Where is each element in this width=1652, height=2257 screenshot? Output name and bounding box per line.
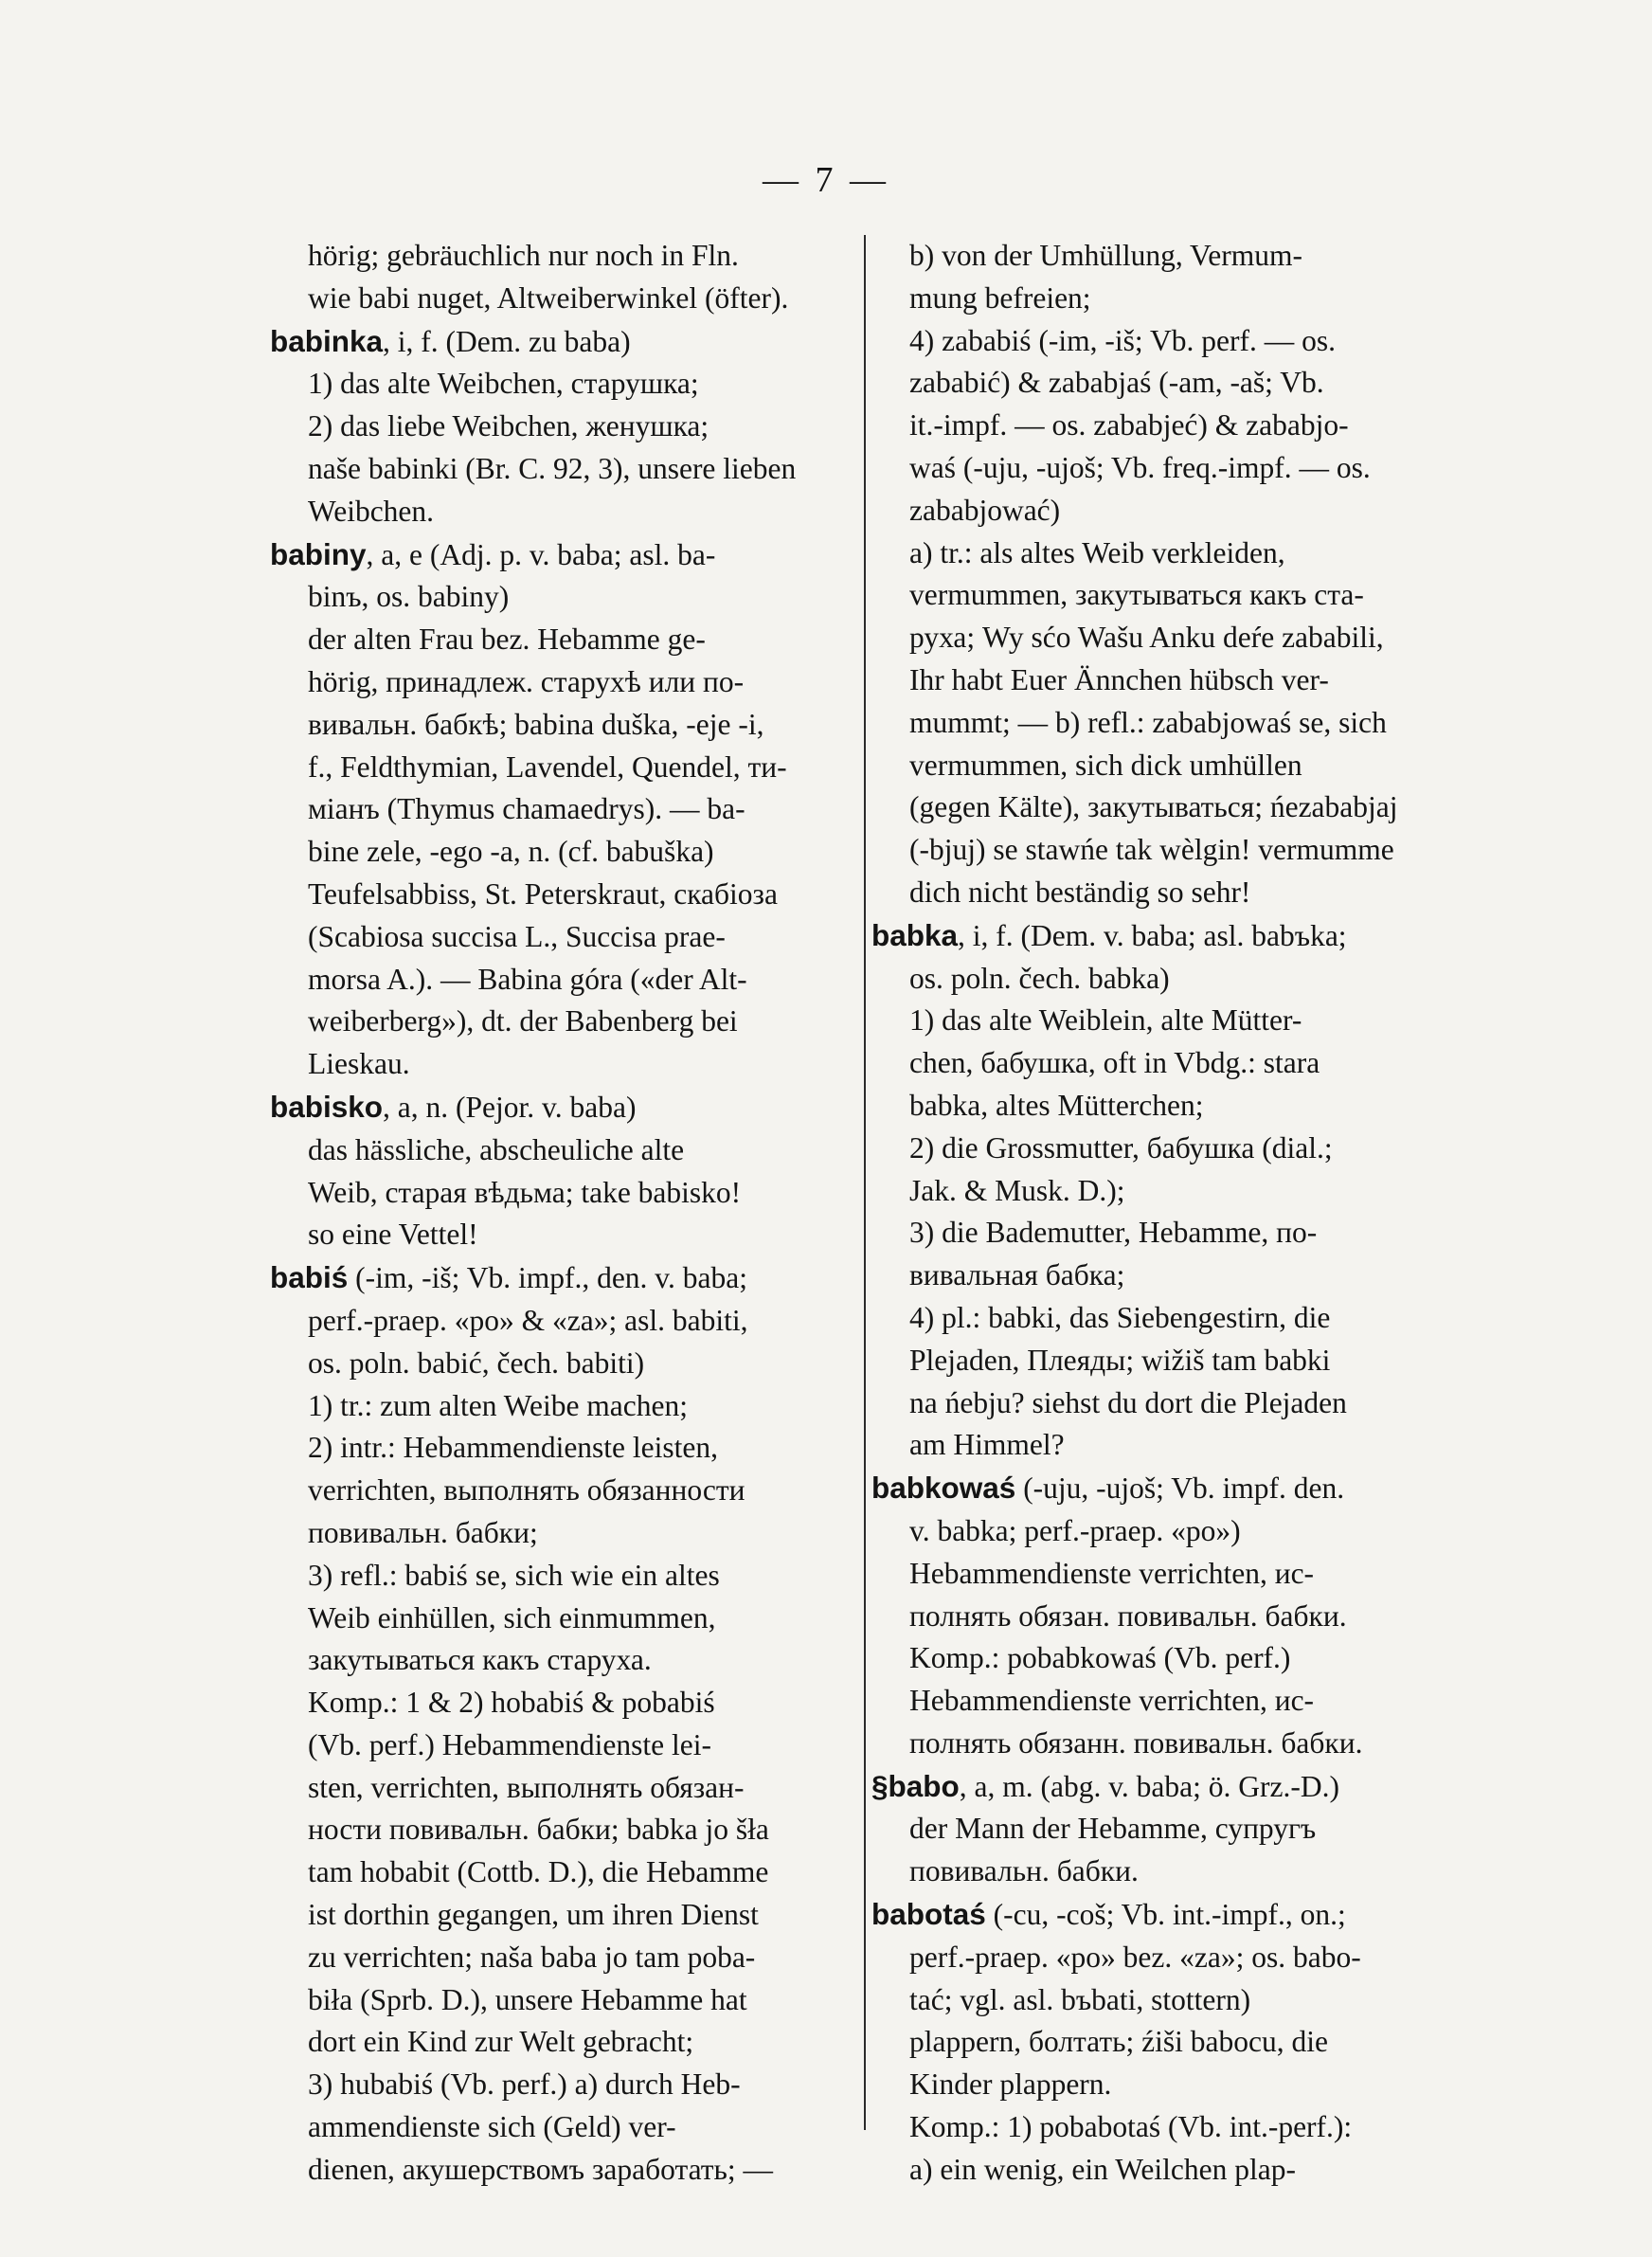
entry-headword-line (270, 533, 855, 577)
page-number: — 7 — (763, 160, 889, 200)
text-line: повивальн. бабки; (308, 1515, 538, 1549)
text-line: 1) tr.: zum alten Weibe machen; (308, 1388, 688, 1422)
text-line: wie babi nuget, Altweiberwinkel (öfter). (308, 280, 789, 315)
text-line: 4) pl.: babki, das Siebengestirn, die (909, 1300, 1331, 1334)
text-line: Komp.: 1 & 2) hobabiś & pobabiś (308, 1686, 715, 1720)
text-line: (Vb. perf.) Hebammendienste lei- (308, 1727, 711, 1761)
text-line: tam hobabit (Cottb. D.), die Hebamme (308, 1855, 769, 1889)
entry-text: , a, m. (abg. v. baba; ö. Grz.-D.) (959, 1769, 1339, 1803)
text-line: perf.-praep. «po» & «za»; asl. babiti, (308, 1303, 748, 1337)
text-line: verrichten, выполнять обязанности (308, 1473, 745, 1508)
column-divider (864, 235, 866, 2130)
headword: babinka (270, 323, 384, 358)
entry-headword-line (871, 1467, 1459, 1510)
entry-text: , a, e (Adj. p. v. baba; asl. ba- (366, 537, 716, 571)
headword: babkowaś (871, 1471, 1016, 1506)
entry-text: (-uju, -ujoš; Vb. impf. den. (1015, 1472, 1345, 1506)
text-line: Teufelsabbiss, St. Peterskraut, скабіоза (308, 876, 778, 911)
text-line: hörig, принадлеж. старухѣ или по- (308, 664, 745, 698)
entry-headword-line (871, 914, 1459, 958)
text-line: 2) die Grossmutter, бабушка (dial.; (909, 1130, 1333, 1165)
text-line: Hebammendienste verrichten, ис- (909, 1556, 1315, 1590)
text-line: (gegen Kälte), закутываться; ńezababjaj (909, 790, 1398, 824)
headword: babisko (270, 1089, 384, 1124)
left-column (270, 235, 855, 2192)
text-line: Hebammendienste verrichten, ис- (909, 1684, 1315, 1718)
text-line: zababjować) (909, 493, 1061, 527)
text-line: weiberberg»), dt. der Babenberg bei (308, 1004, 738, 1038)
text-line: morsa A.). — Babina góra («der Alt- (308, 962, 747, 996)
entry-headword-line (270, 320, 855, 364)
text-line: os. poln. čech. babka) (909, 961, 1170, 995)
text-line: dienen, акушерствомъ заработать; — (308, 2152, 774, 2186)
text-line: naše babinki (Br. C. 92, 3), unsere lieben (308, 451, 797, 485)
entry-text: , a, n. (Pejor. v. baba) (383, 1090, 637, 1124)
text-line: perf.-praep. «po» bez. «za»; os. babo- (909, 1940, 1361, 1974)
text-line: вивальн. бабкѣ; babina duška, -eje -i, (308, 707, 764, 741)
text-line: ist dorthin gegangen, um ihren Dienst (308, 1898, 759, 1932)
text-line: der Mann der Hebamme, супругъ (909, 1812, 1317, 1846)
entry-text: (-im, -iš; Vb. impf., den. v. baba; (348, 1261, 747, 1295)
text-line: Weibchen. (308, 494, 435, 528)
entry-text: (-cu, -coš; Vb. int.-impf., on.; (985, 1898, 1346, 1932)
text-line: 3) refl.: babiś se, sich wie ein altes (308, 1558, 720, 1592)
text-line: a) ein wenig, ein Weilchen plap- (909, 2152, 1296, 2186)
text-line: Weib einhüllen, sich einmummen, (308, 1600, 716, 1634)
text-line: zu verrichten; naša baba jo tam poba- (308, 1940, 756, 1974)
headword: babiś (270, 1260, 349, 1295)
text-line: вивальная бабка; (909, 1258, 1125, 1292)
text-line: f., Feldthymian, Lavendel, Quendel, ти- (308, 749, 787, 784)
text-line: Kinder plappern. (909, 2067, 1112, 2102)
text-line: Ihr habt Euer Ännchen hübsch ver- (909, 662, 1329, 696)
text-line: so eine Vettel! (308, 1218, 478, 1252)
text-line: (-bjuj) se stawńe tak wèlgin! vermumme (909, 833, 1394, 867)
entry-headword-line (871, 1893, 1459, 1937)
text-line: bine zele, -ego -a, n. (cf. babuška) (308, 835, 714, 869)
text-line: sten, verrichten, выполнять обязан- (308, 1770, 745, 1804)
text-line: b) von der Umhüllung, Vermum- (909, 239, 1302, 272)
text-line: 1) das alte Weiblein, alte Mütter- (909, 1003, 1302, 1038)
text-line: 2) intr.: Hebammendienste leisten, (308, 1431, 719, 1465)
text-line: ammendienste sich (Geld) ver- (308, 2110, 676, 2144)
text-line: babka, altes Mütterchen; (909, 1088, 1204, 1122)
entry-text: , i, f. (Dem. zu baba) (383, 324, 631, 358)
headword: §babo (871, 1768, 960, 1803)
text-line: mung befreien; (909, 280, 1091, 315)
entry-text: , i, f. (Dem. v. baba; asl. babъka; (958, 918, 1347, 952)
text-line: v. babka; perf.-praep. «po») (909, 1513, 1241, 1547)
text-line: mummt; — b) refl.: zababjowaś se, sich (909, 705, 1387, 739)
text-line: a) tr.: als altes Weib verkleiden, (909, 535, 1285, 569)
text-line: binъ, os. babiny) (308, 580, 510, 614)
text-line: полнять обязан. повивальн. бабки. (909, 1598, 1347, 1633)
text-line: 4) zababiś (-im, -iš; Vb. perf. — os. (909, 323, 1336, 357)
text-line: hörig; gebräuchlich nur noch in Fln. (308, 239, 739, 272)
text-line: os. poln. babić, čech. babiti) (308, 1345, 645, 1380)
text-line: vermummen, закутываться какъ ста- (909, 578, 1364, 612)
right-column (871, 235, 1459, 2192)
text-line: 3) hubabiś (Vb. perf.) a) durch Heb- (308, 2067, 741, 2102)
text-line: 3) die Bademutter, Hebamme, по- (909, 1216, 1318, 1250)
text-line: plappern, болтать; źiši babocu, die (909, 2025, 1328, 2059)
text-line: der alten Frau bez. Hebamme ge- (308, 623, 706, 657)
text-line: Komp.: pobabkowaś (Vb. perf.) (909, 1641, 1291, 1675)
text-line: 2) das liebe Weibchen, женушка; (308, 409, 709, 443)
text-line: ности повивальн. бабки; babka jo šła (308, 1813, 769, 1847)
text-line: (Scabiosa succisa L., Succisa prae- (308, 919, 726, 953)
text-line: dich nicht beständig so sehr! (909, 875, 1251, 909)
headword: babiny (270, 536, 367, 571)
text-line: Weib, старая вѣдьма; take babisko! (308, 1175, 742, 1209)
headword: babka (871, 917, 959, 952)
text-line: 1) das alte Weibchen, старушка; (308, 367, 699, 401)
text-line: tać; vgl. asl. bъbati, stottern) (909, 1982, 1251, 2016)
text-line: полнять обязанн. повивальн. бабки. (909, 1725, 1363, 1760)
headword: babotaś (871, 1897, 986, 1932)
text-line: dort ein Kind zur Welt gebracht; (308, 2025, 694, 2059)
text-line: it.-impf. — os. zababjeć) & zababjo- (909, 408, 1349, 442)
entry-headword-line (270, 1256, 855, 1300)
text-line: zababić) & zababjaś (-am, -aš; Vb. (909, 366, 1324, 400)
text-line: Lieskau. (308, 1047, 410, 1081)
text-line: am Himmel? (909, 1428, 1065, 1462)
text-line: закутываться какъ старуха. (308, 1643, 652, 1677)
text-line: міанъ (Thymus chamaedrys). — ba- (308, 792, 745, 826)
entry-headword-line (270, 1086, 855, 1129)
text-line: biła (Sprb. D.), unsere Hebamme hat (308, 1982, 747, 2016)
text-line: Komp.: 1) pobabotaś (Vb. int.-perf.): (909, 2110, 1353, 2144)
text-line: повивальн. бабки. (909, 1854, 1139, 1888)
text-line: das hässliche, abscheuliche alte (308, 1132, 685, 1166)
entry-headword-line (871, 1765, 1459, 1809)
text-line: vermummen, sich dick umhüllen (909, 748, 1302, 782)
text-line: na ńebju? siehst du dort die Plejaden (909, 1385, 1347, 1419)
text-line: руха; Wy sćo Wašu Anku deŕe zababili, (909, 621, 1384, 655)
text-line: Jak. & Musk. D.); (909, 1173, 1125, 1207)
text-line: Plejaden, Плеяды; wižiš tam babki (909, 1343, 1331, 1377)
text-line: waś (-uju, -ujoš; Vb. freq.-impf. — os. (909, 450, 1371, 484)
text-line: chen, бабушка, oft in Vbdg.: stara (909, 1046, 1320, 1080)
